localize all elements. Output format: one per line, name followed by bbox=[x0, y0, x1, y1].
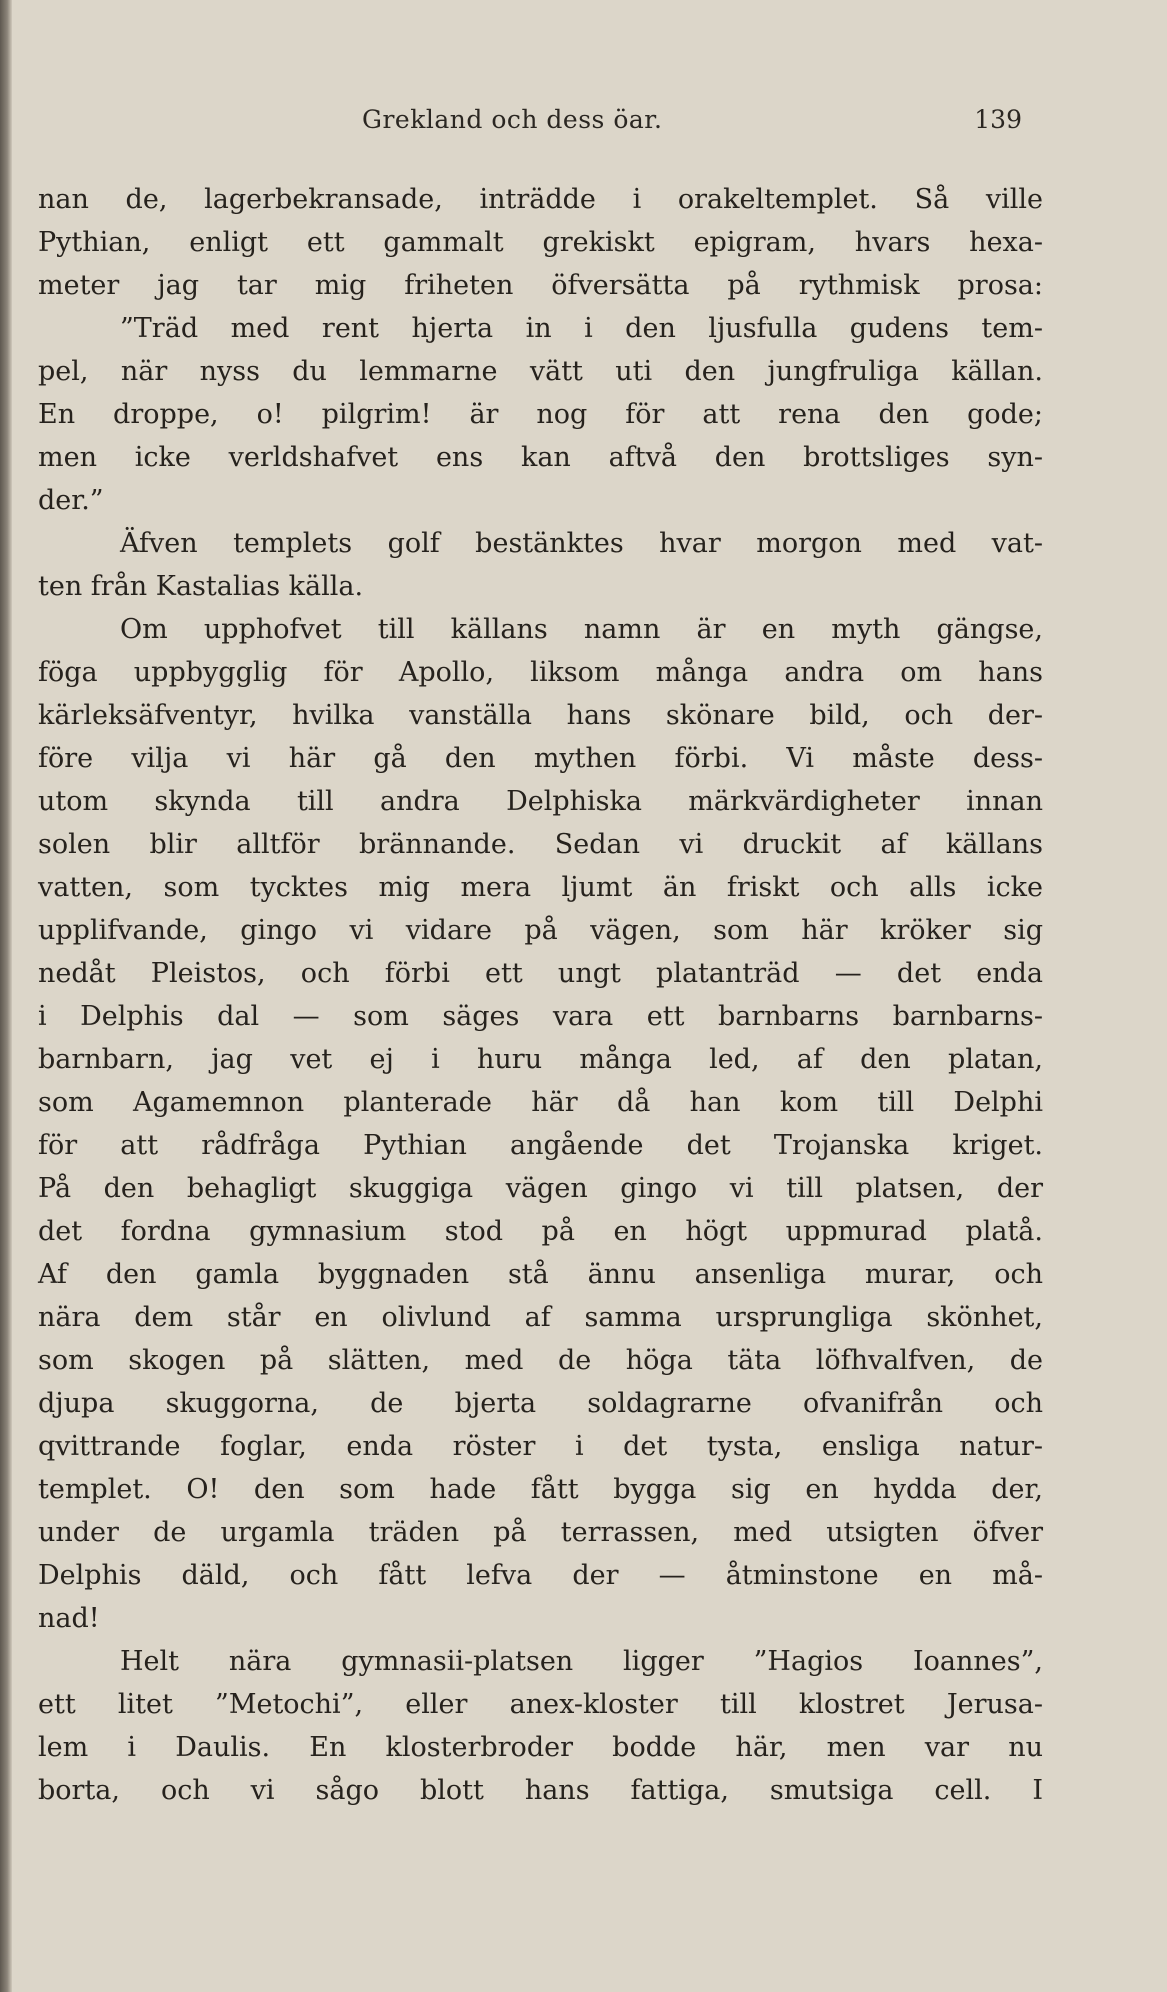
text-line: nedåt Pleistos, och förbi ett ungt platanträd — det enda bbox=[38, 958, 1043, 989]
text-line: nad! bbox=[38, 1603, 100, 1634]
running-head bbox=[42, 105, 1022, 145]
text-line: under de urgamla träden på terrassen, med utsigten öfver bbox=[38, 1517, 1043, 1548]
text-line: meter jag tar mig friheten öfversätta på rythmisk prosa: bbox=[38, 270, 1043, 301]
text-line: qvittrande foglar, enda röster i det tysta, ensliga natur- bbox=[38, 1431, 1043, 1462]
text-line: nan de, lagerbekransade, inträdde i orakeltemplet. Så ville bbox=[38, 184, 1043, 215]
text-line: för att rådfråga Pythian angående det Trojanska kriget. bbox=[38, 1130, 1043, 1161]
page-binding-edge bbox=[0, 0, 12, 1992]
text-line: templet. O! den som hade fått bygga sig en hydda der, bbox=[38, 1474, 1043, 1505]
text-line: vatten, som tycktes mig mera ljumt än friskt och alls icke bbox=[38, 872, 1043, 903]
text-line: utom skynda till andra Delphiska märkvärdigheter innan bbox=[38, 786, 1043, 817]
text-line: i Delphis dal — som säges vara ett barnbarns barnbarns- bbox=[38, 1001, 1043, 1032]
text-line: före vilja vi här gå den mythen förbi. Vi måste dess- bbox=[38, 743, 1043, 774]
text-line: djupa skuggorna, de bjerta soldagrarne ofvanifrån och bbox=[38, 1388, 1043, 1419]
text-line: upplifvande, gingo vi vidare på vägen, som här kröker sig bbox=[38, 915, 1043, 946]
page-number: 139 bbox=[974, 105, 1022, 134]
text-line: ten från Kastalias källa. bbox=[38, 571, 364, 602]
text-line: borta, och vi sågo blott hans fattiga, smutsiga cell. I bbox=[38, 1775, 1043, 1806]
text-line: föga uppbygglig för Apollo, liksom många andra om hans bbox=[38, 657, 1043, 688]
text-line: Om upphofvet till källans namn är en myth gängse, bbox=[120, 614, 1043, 645]
text-line: Äfven templets golf bestänktes hvar morgon med vat- bbox=[120, 528, 1043, 559]
text-line: nära dem står en olivlund af samma ursprungliga skönhet, bbox=[38, 1302, 1043, 1333]
text-line: Delphis däld, och fått lefva der — åtminstone en må- bbox=[38, 1560, 1043, 1591]
running-title: Grekland och dess öar. bbox=[362, 105, 663, 134]
text-line: som Agamemnon planterade här då han kom till Delphi bbox=[38, 1087, 1043, 1118]
text-line: Pythian, enligt ett gammalt grekiskt epigram, hvars hexa- bbox=[38, 227, 1043, 258]
text-line: Helt nära gymnasii-platsen ligger ”Hagios Ioannes”, bbox=[120, 1646, 1043, 1677]
text-line: det fordna gymnasium stod på en högt uppmurad platå. bbox=[38, 1216, 1043, 1247]
text-line: En droppe, o! pilgrim! är nog för att rena den gode; bbox=[38, 399, 1043, 430]
text-line: barnbarn, jag vet ej i huru många led, af den platan, bbox=[38, 1044, 1043, 1075]
text-line: ett litet ”Metochi”, eller anex-kloster till klostret Jerusa- bbox=[38, 1689, 1043, 1720]
text-line: ”Träd med rent hjerta in i den ljusfulla gudens tem- bbox=[120, 313, 1043, 344]
text-line: som skogen på slätten, med de höga täta löfhvalfven, de bbox=[38, 1345, 1043, 1376]
text-line: pel, när nyss du lemmarne vätt uti den jungfruliga källan. bbox=[38, 356, 1043, 387]
text-line: kärleksäfventyr, hvilka vanställa hans skönare bild, och der- bbox=[38, 700, 1043, 731]
body-text bbox=[38, 178, 1043, 1812]
text-line: men icke verldshafvet ens kan aftvå den brottsliges syn- bbox=[38, 442, 1043, 473]
text-line: lem i Daulis. En klosterbroder bodde här, men var nu bbox=[38, 1732, 1043, 1763]
text-line: solen blir alltför brännande. Sedan vi druckit af källans bbox=[38, 829, 1043, 860]
text-line: På den behagligt skuggiga vägen gingo vi till platsen, der bbox=[38, 1173, 1043, 1204]
text-line: der.” bbox=[38, 485, 104, 516]
text-line: Af den gamla byggnaden stå ännu ansenliga murar, och bbox=[38, 1259, 1043, 1290]
